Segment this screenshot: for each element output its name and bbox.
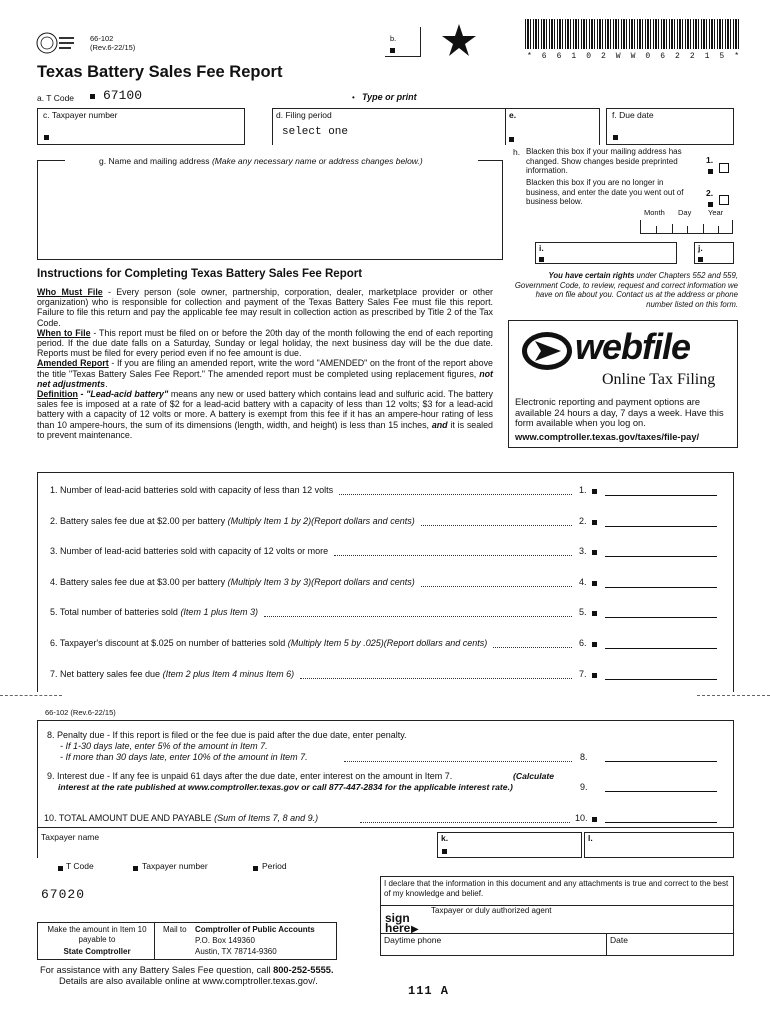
field-i-marker	[539, 254, 544, 264]
make-amount-label: Make the amount in Item 10 payable to	[47, 925, 147, 944]
h2-text: Blacken this box if you are no longer in business, and enter the date you went out of business below.	[526, 178, 684, 206]
comptroller-seal	[36, 31, 76, 55]
line-item-label: 4. Battery sales fee due at $3.00 per battery	[50, 577, 226, 587]
po-box: P.O. Box 149360	[195, 936, 255, 945]
item-10-text	[44, 813, 318, 823]
date-divider	[672, 224, 673, 234]
t-code-label: a. T Code	[37, 93, 75, 103]
form-revision: (Rev.6-22/15)	[90, 43, 136, 52]
amended-report-emphasis: not net adjustments	[37, 368, 493, 389]
day-label: Day	[678, 208, 692, 217]
webfile-logo: webfile	[575, 326, 691, 367]
line-item-leader	[339, 494, 572, 495]
sign-here-text: sign here	[385, 911, 411, 935]
item-9-input[interactable]	[605, 791, 717, 792]
line-item-text	[50, 577, 415, 587]
taxpayer-name-label: Taxpayer name	[41, 832, 100, 842]
line-item-input[interactable]	[605, 617, 717, 618]
line-item-note: (Multiply Item 3 by 3)(Report dollars and cents)	[227, 577, 415, 587]
field-k-label: k.	[441, 833, 449, 843]
field-i[interactable]	[535, 242, 677, 264]
date-divider	[703, 224, 704, 234]
due-date-marker	[613, 132, 618, 142]
field-k[interactable]	[437, 832, 582, 858]
date-divider	[718, 226, 719, 234]
t-code-marker	[90, 91, 95, 101]
field-i-label: i.	[539, 243, 544, 253]
when-to-file	[37, 328, 493, 359]
line-item-label: 2. Battery sales fee due at $2.00 per battery	[50, 516, 226, 526]
line-item-text	[50, 485, 333, 495]
line-item-number: 1.	[579, 485, 587, 495]
line-item-number: 7.	[579, 669, 587, 679]
line-item-number: 5.	[579, 607, 587, 617]
line-item-leader	[421, 525, 572, 526]
who-must-file	[37, 287, 493, 328]
item-9-number: 9.	[580, 782, 588, 792]
field-j-marker	[698, 254, 703, 264]
who-must-file-title: Who Must File	[37, 287, 103, 297]
item-10-note: (Sum of Items 7, 8 and 9.)	[214, 813, 319, 823]
item-10-label: 10. TOTAL AMOUNT DUE AND PAYABLE	[44, 813, 212, 823]
assistance-text	[40, 965, 334, 975]
line-item-text	[50, 546, 328, 556]
item-10-input[interactable]	[605, 822, 717, 823]
field-e[interactable]	[505, 108, 600, 145]
field-j[interactable]	[694, 242, 734, 264]
year-label: Year	[708, 208, 724, 217]
when-to-file-text: - This report must be filed on or before the 20th day of the month following the end of each reporting period. If the due date falls on a Saturday, Sunday or legal holiday, the next business day will be the due date. Reports must be filed for every period even if no fee amount is due.	[37, 327, 493, 359]
item-9-text: 9. Interest due - If any fee is unpaid 61 days after the due date, enter interest on the amount in Item 7.	[47, 771, 453, 781]
item-10-leader	[360, 822, 570, 823]
definition	[37, 389, 493, 440]
mailing-box	[155, 922, 337, 960]
line-item-input[interactable]	[605, 526, 717, 527]
taxpayer-number-field[interactable]	[37, 108, 245, 145]
name-address-label-text: g. Name and mailing address	[99, 156, 210, 166]
lower-form-rev: 66-102 (Rev.6-22/15)	[45, 708, 116, 717]
taxpayer-name-field[interactable]	[37, 828, 437, 858]
page-title: Texas Battery Sales Fee Report	[37, 63, 283, 81]
taxpayer-number-label: c. Taxpayer number	[43, 110, 118, 120]
line-item-text	[50, 516, 415, 526]
t-code-label-bottom: T Code	[66, 861, 94, 871]
line-item-note: (Item 1 plus Item 3)	[180, 607, 258, 617]
h-label: h.	[513, 147, 521, 157]
type-or-print: Type or print	[362, 92, 417, 102]
name-address-field[interactable]	[37, 160, 503, 260]
daytime-phone-label: Daytime phone	[384, 935, 442, 945]
amended-report-end: .	[105, 378, 108, 389]
period-label-bottom: Period	[262, 861, 287, 871]
line-item-marker	[592, 547, 597, 557]
definition-term: - "Lead-acid battery"	[77, 389, 169, 400]
item-10-marker	[592, 814, 597, 824]
declaration-text: I declare that the information in this document and any attachments is true and correct to the best of my knowledge and belief.	[384, 879, 729, 898]
field-b-box[interactable]	[385, 27, 421, 57]
line-item-text	[50, 638, 487, 648]
amended-report-text: - If you are filing an amended report, write the word "AMENDED" on the front of the report above the title "Texas Battery Sales Fee Report." The amended report must be completed using replacement figures,	[37, 358, 493, 379]
assistance-phone: 800-252-5555.	[273, 965, 334, 975]
line-item-note: (Item 2 plus Item 4 minus Item 6)	[162, 669, 295, 679]
field-l[interactable]	[584, 832, 734, 858]
assistance-label: For assistance with any Battery Sales Fee question, call	[40, 965, 274, 975]
t-code-value: 67100	[103, 88, 143, 103]
line-item-text	[50, 669, 294, 679]
amended-report-title: Amended Report	[37, 358, 109, 369]
due-date-label: f. Due date	[612, 110, 654, 120]
field-j-label: j.	[698, 243, 703, 253]
line-item-input[interactable]	[605, 556, 717, 557]
city-state-zip: Austin, TX 78714-9360	[195, 947, 277, 956]
line-item-number: 2.	[579, 516, 587, 526]
webfile-description: Electronic reporting and payment options are available 24 hours a day, 7 days a week. Have this form available when you log on.	[515, 397, 724, 428]
line-item-note: (Multiply Item 5 by .025)(Report dollars and cents)	[287, 638, 488, 648]
item-8-leader	[344, 761, 572, 762]
item-8-text: 8. Penalty due - If this report is filed or the fee due is paid after the due date, enter penalty.	[47, 730, 407, 740]
line-item-input[interactable]	[605, 587, 717, 588]
webfile-panel	[508, 320, 738, 448]
line-item-marker	[592, 670, 597, 680]
h-marker-1	[708, 166, 713, 176]
line-item-marker	[592, 608, 597, 618]
line-item-label: 3. Number of lead-acid batteries sold with capacity of 12 volts or more	[50, 546, 329, 556]
instructions-heading: Instructions for Completing Texas Battery Sales Fee Report	[37, 268, 363, 280]
address-changed-checkbox[interactable]	[719, 162, 729, 173]
barcode	[525, 19, 740, 49]
form-code-bottom: 111 A	[408, 984, 450, 998]
item-8-number: 8.	[580, 752, 588, 762]
line-item-marker	[592, 486, 597, 496]
line-item-label: 7. Net battery sales fee due	[50, 669, 161, 679]
webfile-url[interactable]: www.comptroller.texas.gov/taxes/file-pay/	[515, 432, 700, 442]
line-item-marker	[592, 639, 597, 649]
type-or-print-bullet: •	[352, 93, 355, 102]
filing-period-field[interactable]	[272, 108, 505, 145]
out-of-business-checkbox[interactable]	[719, 194, 729, 205]
line-item-leader	[264, 616, 572, 617]
due-date-field[interactable]	[606, 108, 734, 145]
item-8a-text: - If 1-30 days late, enter 5% of the amount in Item 7.	[60, 741, 268, 751]
date-label: Date	[610, 935, 628, 945]
definition-and: and	[431, 419, 448, 430]
t-code-marker-bottom	[58, 863, 63, 873]
line-item-leader	[334, 555, 572, 556]
period-marker-bottom	[253, 863, 258, 873]
h-num-2: 2.	[706, 188, 714, 198]
mail-to-label: Mail to	[163, 925, 187, 934]
star-icon	[441, 22, 477, 60]
instructions-body	[37, 287, 493, 440]
t-code-value-bottom: 67020	[41, 887, 86, 902]
item-8-input[interactable]	[605, 761, 717, 762]
definition-title: Definition	[37, 389, 78, 400]
field-e-label: e.	[509, 110, 517, 120]
state-comptroller-label: State Comptroller	[63, 947, 131, 956]
filing-period-label: d. Filing period	[276, 110, 332, 120]
line-item-note: (Multiply Item 1 by 2)(Report dollars and cents)	[227, 516, 415, 526]
rights-lead: You have certain rights	[548, 271, 635, 280]
line-item-number: 3.	[579, 546, 587, 556]
line-item-input[interactable]	[605, 679, 717, 680]
amended-report	[37, 358, 493, 389]
field-l-label: l.	[588, 833, 593, 843]
cut-line-right	[697, 695, 770, 696]
line-item-input[interactable]	[605, 495, 717, 496]
line-item-number: 6.	[579, 638, 587, 648]
item-10-number: 10.	[575, 813, 588, 823]
line-item-marker	[592, 578, 597, 588]
item-8b-text: - If more than 30 days late, enter 10% of the amount in Item 7.	[60, 752, 308, 762]
line-item-leader	[493, 647, 572, 648]
payment-box	[37, 922, 155, 960]
webfile-subtitle: Online Tax Filing	[602, 371, 716, 388]
rights-notice	[510, 271, 738, 309]
line-item-text	[50, 607, 258, 617]
field-k-marker	[442, 846, 447, 856]
declaration-box	[380, 876, 734, 956]
form-number: 66-102	[90, 34, 114, 43]
barcode-text: * 6 6 1 0 2 W W 0 6 2 2 1 5 *	[527, 52, 742, 61]
field-b-label: b.	[390, 34, 397, 43]
taxpayer-number-marker	[44, 132, 49, 142]
taxpayer-number-marker-bottom	[133, 863, 138, 873]
webfile-arrow-icon	[519, 329, 575, 375]
definition-end: it is sealed to prevent maintenance.	[37, 419, 493, 440]
date-divider	[687, 226, 688, 234]
month-label: Month	[644, 208, 665, 217]
field-e-marker	[509, 134, 514, 144]
taxpayer-number-label-bottom: Taxpayer number	[142, 861, 208, 871]
out-of-business-date-field[interactable]	[640, 220, 733, 234]
who-must-file-text: - Every person (sole owner, partnership, corporation, dealer, marketplace provider or other organization) who is responsible for collection and payment of the Texas Battery Sales Fee must file this report. Failure to file this return and pay the applicable fee may result in collection action as prescribed by Title 2 of the Tax Code.	[37, 287, 493, 328]
authorized-agent-label: Taxpayer or duly authorized agent	[431, 906, 552, 915]
line-item-label: 5. Total number of batteries sold	[50, 607, 178, 617]
line-item-leader	[421, 586, 572, 587]
line-item-marker	[592, 517, 597, 527]
line-item-label: 6. Taxpayer's discount at $.025 on number of batteries sold	[50, 638, 286, 648]
line-item-label: 1. Number of lead-acid batteries sold with capacity of less than 12 volts	[50, 485, 334, 495]
date-divider	[656, 226, 657, 234]
filing-period-value[interactable]: select one	[282, 126, 349, 138]
details-text: Details are also available online at www.comptroller.texas.gov/.	[59, 976, 318, 986]
comptroller-address-name: Comptroller of Public Accounts	[195, 925, 315, 934]
line-item-input[interactable]	[605, 648, 717, 649]
line-item-number: 4.	[579, 577, 587, 587]
rights-text: under Chapters 552 and 559, Government Code, to review, request and correct information we have on file about you. Contact us at the address or phone number listed on this form.	[514, 271, 738, 309]
name-address-note: (Make any necessary name or address changes below.)	[211, 156, 423, 166]
cut-line-left	[0, 695, 62, 696]
line-item-leader	[300, 678, 572, 679]
sign-arrow-icon: ▶	[411, 924, 419, 935]
h-text: Blacken this box if your mailing address has changed. Show changes beside preprinted information.	[526, 147, 682, 175]
definition-text: means any new or used battery which contains lead and sulfuric acid. The battery sales fee is imposed at a rate of $2 for a lead-acid battery with a capacity of less than 12 volts; $3 for a lead-acid battery with a capacity of 12 volts or more. A battery is exempt from this fee if it has an ampere-hour rating of less than 10 ampere-hours, the sum of its dimensions (length, width, and height) is less than 15 inches,	[37, 389, 493, 430]
h-num-1: 1.	[706, 155, 714, 165]
when-to-file-title: When to File	[37, 327, 91, 338]
daytime-phone-field[interactable]	[381, 934, 607, 955]
item-9-note: (Calculate interest at the rate published at www.comptroller.texas.gov or call 877-447-2834 for the applicable interest rate.)	[58, 771, 555, 792]
